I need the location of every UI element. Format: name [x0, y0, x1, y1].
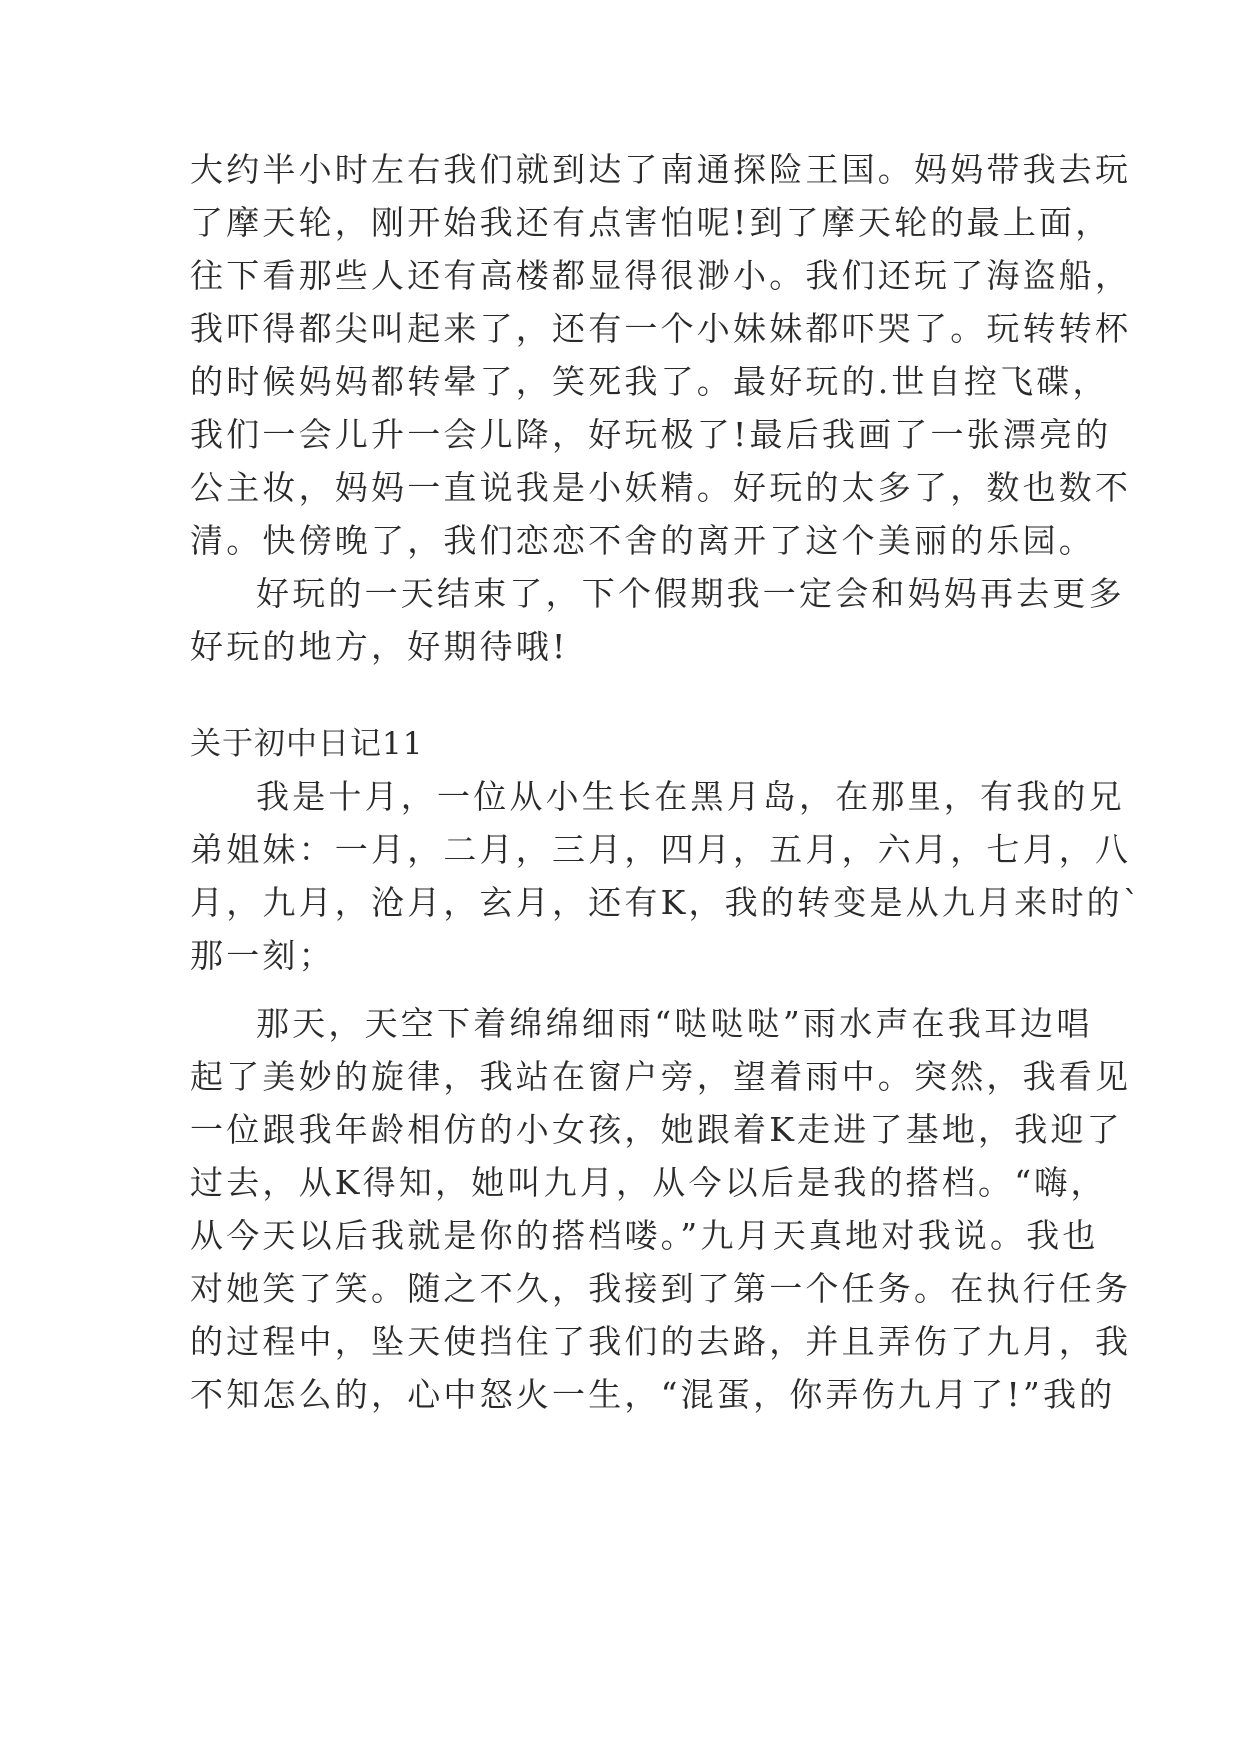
- text-line: 不知怎么的，心中怒火一生，“混蛋，你弄伤九月了!”我的: [190, 1375, 1116, 1414]
- text-line: 过去，从K得知，她叫九月，从今以后是我的搭档。“嗨，: [190, 1163, 1107, 1202]
- text-line: 弟姐妹：一月，二月，三月，四月，五月，六月，七月，八: [190, 830, 1132, 869]
- text-line: 了摩天轮，刚开始我还有点害怕呢!到了摩天轮的最上面，: [190, 203, 1112, 242]
- text-line: 的时候妈妈都转晕了，笑死我了。最好玩的.世自控飞碟，: [190, 362, 1109, 401]
- text-line: 我是十月，一位从小生长在黑月岛，在那里，有我的兄: [256, 777, 1125, 816]
- text-line: 我们一会儿升一会儿降，好玩极了!最后我画了一张漂亮的: [190, 415, 1112, 454]
- text-line: 大约半小时左右我们就到达了南通探险王国。妈妈带我去玩: [190, 150, 1132, 189]
- text-line: 的过程中，坠天使挡住了我们的去路，并且弄伤了九月，我: [190, 1322, 1132, 1361]
- text-line: 清。快傍晚了，我们恋恋不舍的离开了这个美丽的乐园。: [190, 521, 1095, 560]
- text-line: 好玩的地方，好期待哦!: [190, 627, 569, 666]
- text-line: 好玩的一天结束了，下个假期我一定会和妈妈再去更多: [256, 574, 1125, 613]
- section-title: 关于初中日记11: [190, 726, 424, 762]
- text-line: 起了美妙的旋律，我站在窗户旁，望着雨中。突然，我看见: [190, 1057, 1132, 1096]
- text-line: 从今天以后我就是你的搭档喽。”九月天真地对我说。我也: [190, 1216, 1099, 1255]
- text-line: 公主妆，妈妈一直说我是小妖精。好玩的太多了，数也数不: [190, 468, 1132, 507]
- text-line: 一位跟我年龄相仿的小女孩，她跟着K走进了基地，我迎了: [190, 1110, 1123, 1149]
- text-line: 对她笑了笑。随之不久，我接到了第一个任务。在执行任务: [190, 1269, 1132, 1308]
- text-line: 那一刻；: [190, 936, 335, 975]
- text-line: 那天，天空下着绵绵细雨“哒哒哒”雨水声在我耳边唱: [256, 1004, 1093, 1043]
- text-line: 月，九月，沧月，玄月，还有K，我的转变是从九月来时的`: [190, 883, 1143, 922]
- text-line: 往下看那些人还有高楼都显得很渺小。我们还玩了海盗船，: [190, 256, 1132, 295]
- text-line: 我吓得都尖叫起来了，还有一个小妹妹都吓哭了。玩转转杯: [190, 309, 1132, 348]
